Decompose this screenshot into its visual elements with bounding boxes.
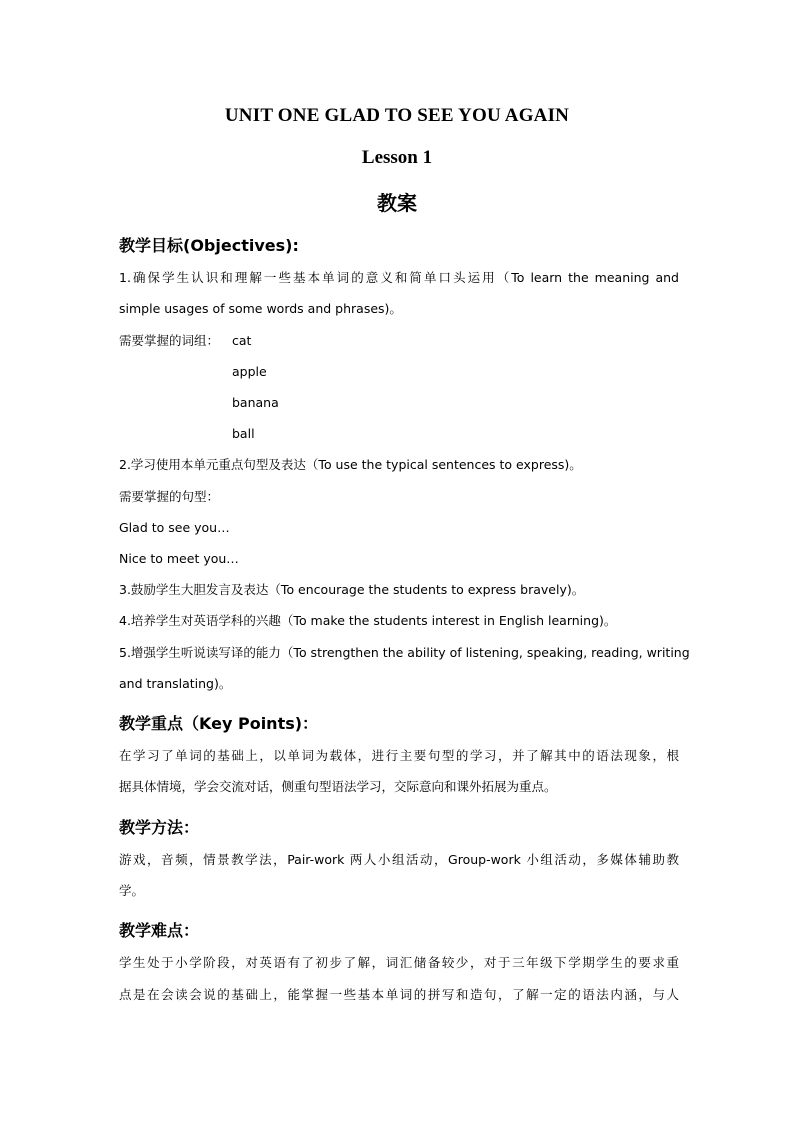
words-label-text: 需要掌握的词组： (119, 333, 220, 348)
sentence-item: Glad to see you… (119, 520, 230, 535)
objective-1-line-1: 1.确保学生认识和理解一些基本单词的意义和简单口头运用（To learn the meaning and (119, 270, 679, 285)
word-item: ball (232, 426, 255, 441)
key-points-line-2: 据具体情境，学会交流对话，侧重句型语法学习，交际意向和课外拓展为重点。 (119, 779, 557, 794)
difficulties-line-1: 学生处于小学阶段，对英语有了初步了解，词汇储备较少，对于三年级下学期学生的要求重 (119, 955, 679, 970)
objective-5-line-2: and translating)。 (119, 676, 232, 691)
word-item: apple (232, 364, 267, 379)
objective-1-line-2: simple usages of some words and phrases)。 (119, 301, 402, 316)
methods-heading: 教学方法： (119, 818, 200, 837)
difficulties-line-2: 点是在会读会说的基础上，能掌握一些基本单词的拼写和造句，了解一定的语法内涵，与人 (119, 987, 679, 1002)
document-title: UNIT ONE GLAD TO SEE YOU AGAIN (224, 105, 570, 126)
methods-line-2: 学。 (119, 883, 145, 898)
methods-line-1: 游戏，音频，情景教学法，Pair-work 两人小组活动，Group-work 小组活动，多媒体辅助教 (119, 852, 679, 867)
objective-3: 3.鼓励学生大胆发言及表达（To encourage the students to express bravely)。 (119, 582, 585, 597)
lesson-title: Lesson 1 (361, 147, 433, 168)
word-item: banana (232, 395, 279, 410)
key-points-line-1: 在学习了单词的基础上，以单词为载体，进行主要句型的学习，并了解其中的语法现象，根 (119, 748, 679, 763)
objective-5-line-1: 5.增强学生听说读写译的能力（To strengthen the ability of listening, speaking, reading, writing (119, 645, 690, 660)
key-points-heading: 教学重点（Key Points)： (119, 714, 319, 733)
plan-title: 教案 (377, 191, 417, 215)
objective-4: 4.培养学生对英语学科的兴趣（To make the students interest in English learning)。 (119, 613, 617, 628)
objectives-heading: 教学目标(Objectives): (119, 236, 299, 255)
word-item: cat (232, 333, 252, 348)
objective-2: 2.学习使用本单元重点句型及表达（To use the typical sentences to express)。 (119, 457, 582, 472)
difficulties-heading: 教学难点： (119, 921, 200, 940)
sentence-item: Nice to meet you… (119, 551, 239, 566)
sentences-label: 需要掌握的句型： (119, 489, 220, 504)
